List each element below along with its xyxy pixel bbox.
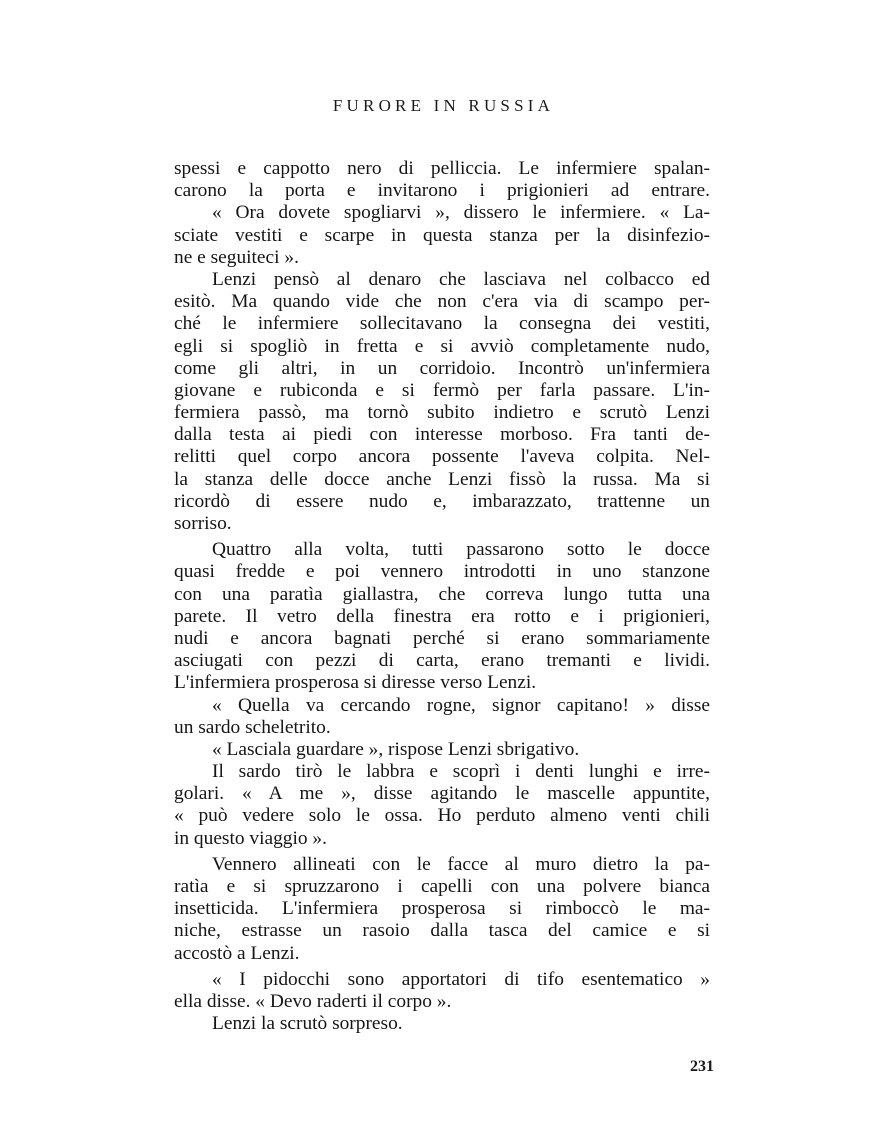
running-head-title: FURORE IN RUSSIA [332, 96, 555, 115]
text-line: Quattro alla volta, tutti passarono sotto le docce [212, 539, 710, 561]
text-line: Lenzi pensò al denaro che lasciava nel colbacco ed [212, 268, 710, 290]
text-line: Il sardo tirò le labbra e scoprì i denti lunghi e irre- [212, 761, 710, 783]
text-line: giovane e rubiconda e si fermò per farla passare. L'in- [174, 379, 710, 401]
text-line: « Lasciala guardare », rispose Lenzi sbrigativo. [212, 738, 580, 760]
text-line: ché le infermiere sollecitavano la consegna dei vestiti, [174, 313, 710, 335]
text-line: « può vedere solo le ossa. Ho perduto almeno venti chili [174, 805, 710, 827]
text-line: carono la porta e invitarono i prigionieri ad entrare. [174, 180, 710, 202]
page-number: 231 [690, 1058, 714, 1075]
text-line: ratìa e si spruzzarono i capelli con una polvere bianca [174, 876, 710, 897]
text-line: L'infermiera prosperosa si diresse verso Lenzi. [174, 672, 537, 694]
text-line: « I pidocchi sono apportatori di tifo esentematico » [212, 968, 710, 990]
text-line: con una paratìa giallastra, che correva lungo tutta una [174, 583, 710, 605]
text-line: accostò a Lenzi. [174, 942, 300, 964]
text-line: dalla testa ai piedi con interesse morboso. Fra tanti de- [174, 424, 710, 446]
body-text [174, 158, 710, 1035]
text-line: egli si spogliò in fretta e si avviò completamente nudo, [174, 335, 710, 357]
text-line: asciugati con pezzi di carta, erano tremanti e lividi. [174, 650, 710, 672]
text-line: un sardo scheletrito. [174, 716, 331, 738]
text-line: nudi e ancora bagnati perché si erano sommariamente [174, 627, 710, 649]
text-line: niche, estrasse un rasoio dalla tasca del camice e si [174, 920, 710, 942]
text-line: sorriso. [174, 513, 232, 534]
text-line: insetticida. L'infermiera prosperosa si rimboccò le ma- [174, 898, 710, 920]
text-line: la stanza delle docce anche Lenzi fissò la russa. Ma si [174, 468, 710, 490]
text-line: spessi e cappotto nero di pelliccia. Le infermiere spalan- [174, 158, 710, 179]
text-line: in questo viaggio ». [174, 827, 327, 849]
text-line: Lenzi la scrutò sorpreso. [212, 1013, 403, 1035]
text-line: fermiera passò, ma tornò subito indietro e scrutò Lenzi [174, 402, 710, 424]
text-line: golari. « A me », disse agitando le mascelle appuntite, [174, 783, 710, 805]
text-line: come gli altri, in un corridoio. Incontrò un'infermiera [174, 357, 710, 379]
text-line: esitò. Ma quando vide che non c'era via di scampo per- [174, 291, 710, 313]
text-line: Vennero allineati con le facce al muro dietro la pa- [212, 853, 710, 875]
text-line: relitti quel corpo ancora possente l'aveva colpita. Nel- [174, 446, 710, 468]
text-line: quasi fredde e poi vennero introdotti in uno stanzone [174, 561, 710, 583]
text-line: ella disse. « Devo raderti il corpo ». [174, 990, 452, 1012]
text-line: sciate vestiti e scarpe in questa stanza per la disinfezio- [174, 224, 710, 246]
text-line: « Ora dovete spogliarvi », dissero le infermiere. « La- [212, 202, 710, 224]
text-line: ricordò di essere nudo e, imbarazzato, trattenne un [174, 490, 710, 512]
text-line: parete. Il vetro della finestra era rotto e i prigionieri, [174, 605, 710, 627]
text-line: ne e seguiteci ». [174, 246, 299, 268]
text-line: « Quella va cercando rogne, signor capitano! » disse [212, 694, 710, 716]
